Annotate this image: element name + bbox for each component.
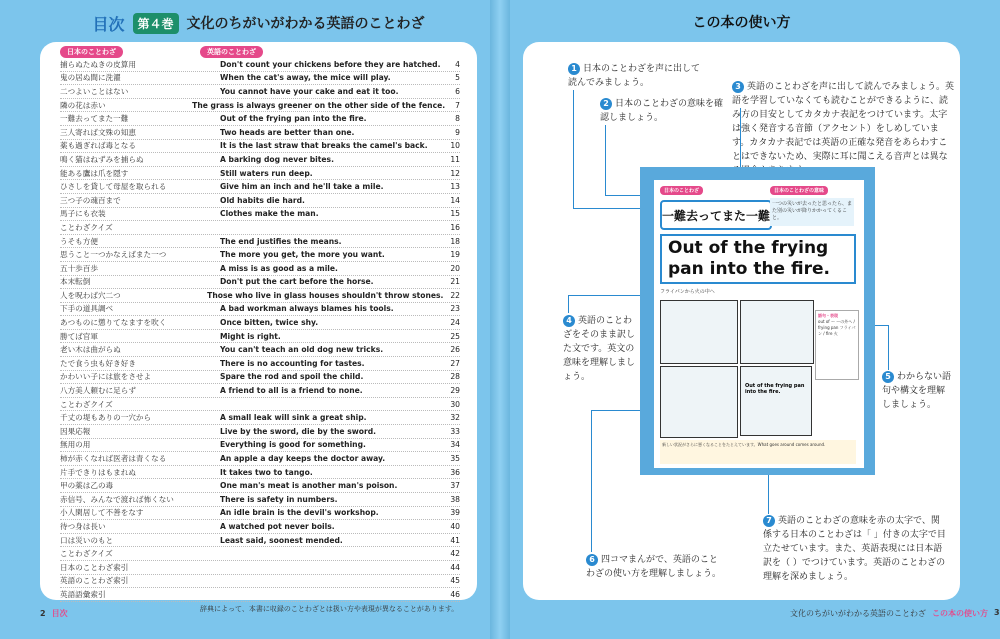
manga-panel-1 — [660, 300, 738, 364]
toc-page-number: 42 — [450, 549, 460, 559]
toc-japanese-proverb: 日本のことわざ索引 — [60, 562, 129, 572]
toc-page-number: 36 — [450, 467, 460, 477]
toc-row[interactable] — [60, 248, 460, 262]
toc-page-number: 46 — [450, 589, 460, 599]
note-5 — [882, 370, 952, 412]
toc-japanese-proverb: かわいい子には旅をさせよ — [60, 372, 152, 382]
manga-panel-3 — [660, 366, 738, 438]
toc-english-proverb: The grass is always greener on the other side of the fence. — [192, 100, 446, 110]
page-number: 2 — [40, 609, 46, 618]
note-4 — [563, 314, 635, 384]
toc-row[interactable] — [60, 425, 460, 439]
book-label: 文化のちがいがわかる英語のことわざ — [790, 609, 926, 618]
toc-row[interactable] — [60, 411, 460, 425]
toc-page-number: 11 — [450, 154, 460, 164]
toc-page-number: 16 — [450, 222, 460, 232]
sample-tag-meaning: 日本のことわざの意味 — [770, 186, 828, 195]
toc-japanese-proverb: 馬子にも衣装 — [60, 209, 106, 219]
toc-row[interactable] — [60, 316, 460, 330]
toc-english-proverb: Everything is good for something. — [220, 440, 366, 450]
toc-page-number: 44 — [450, 562, 460, 572]
number-badge: 3 — [732, 81, 744, 93]
toc-card — [40, 42, 477, 600]
toc-japanese-proverb: 鳴く猫はねずみを捕らぬ — [60, 154, 144, 164]
toc-japanese-proverb: 千丈の堤もありの一穴から — [60, 413, 152, 423]
toc-english-proverb: There is safety in numbers. — [220, 494, 338, 504]
toc-row[interactable] — [60, 479, 460, 493]
toc-row[interactable] — [60, 507, 460, 521]
toc-subtitle: 文化のちがいがわかる英語のことわざ — [186, 16, 425, 32]
note-1 — [568, 62, 708, 90]
toc-english-proverb: Clothes make the man. — [220, 209, 319, 219]
toc-english-proverb: The more you get, the more you want. — [220, 250, 385, 260]
toc-japanese-proverb: 赤信号、みんなで渡れば怖くない — [60, 494, 174, 504]
manga-panel-4: Out of the frying pan into the fire. — [740, 366, 812, 436]
toc-english-proverb: Give him an inch and he'll take a mile. — [220, 182, 384, 192]
toc-japanese-proverb: 三人寄れば文殊の知恵 — [60, 127, 136, 137]
toc-row[interactable] — [60, 289, 460, 303]
column-header-japanese: 日本のことわざ — [60, 46, 123, 58]
toc-row[interactable] — [60, 72, 460, 86]
toc-japanese-proverb: 因果応報 — [60, 426, 91, 436]
toc-row[interactable] — [60, 452, 460, 466]
toc-row[interactable] — [60, 371, 460, 385]
toc-english-proverb: One man's meat is another man's poison. — [220, 481, 398, 491]
toc-japanese-proverb: あつものに懲りてなますを吹く — [60, 318, 167, 328]
toc-page-number: 5 — [455, 73, 460, 83]
sample-tag-japanese: 日本のことわざ — [660, 186, 703, 195]
toc-english-proverb: Once bitten, twice shy. — [220, 318, 319, 328]
toc-page-number: 25 — [450, 331, 460, 341]
toc-row[interactable] — [60, 167, 460, 181]
number-badge: 6 — [586, 554, 598, 566]
toc-row[interactable] — [60, 588, 460, 602]
toc-japanese-proverb: 待つ身は長い — [60, 521, 106, 531]
sample-translation: フライパンから火の中へ — [660, 289, 715, 295]
page-label: 目次 — [51, 609, 68, 618]
toc-japanese-proverb: 薬も過ぎれば毒となる — [60, 141, 136, 151]
leader-line-1 — [573, 90, 574, 208]
toc-page-number: 9 — [455, 127, 460, 137]
toc-english-proverb: There is no accounting for tastes. — [220, 358, 365, 368]
toc-japanese-proverb: 勝てば官軍 — [60, 331, 98, 341]
toc-english-proverb: The end justifies the means. — [220, 236, 342, 246]
toc-page-number: 30 — [450, 399, 460, 409]
toc-japanese-proverb: 鬼の居ぬ間に洗濯 — [60, 73, 121, 83]
toc-japanese-proverb: 本末転倒 — [60, 277, 91, 287]
toc-row[interactable] — [60, 575, 460, 589]
toc-page-number: 40 — [450, 521, 460, 531]
vocab-title: 語句・表現 — [818, 313, 838, 318]
toc-row[interactable] — [60, 235, 460, 249]
toc-row[interactable] — [60, 276, 460, 290]
toc-japanese-proverb: 隣の花は赤い — [60, 100, 106, 110]
toc-english-proverb: It takes two to tango. — [220, 467, 313, 477]
toc-english-proverb: Those who live in glass houses shouldn't throw stones. — [207, 290, 444, 300]
toc-page-number: 18 — [450, 236, 460, 246]
manga-panel-2 — [740, 300, 814, 364]
toc-footnote: 辞典によって、本書に収録のことわざとは扱い方や表現が異なることがあります。 — [200, 605, 459, 613]
how-to-title: この本の使い方 — [692, 15, 791, 31]
sample-vocab-box — [815, 310, 859, 380]
toc-japanese-proverb: 捕らぬたぬきの皮算用 — [60, 59, 136, 69]
toc-japanese-proverb: 人を呪わば穴二つ — [60, 290, 121, 300]
toc-header — [40, 8, 477, 38]
toc-english-proverb: An apple a day keeps the doctor away. — [220, 454, 386, 464]
number-badge: 1 — [568, 63, 580, 75]
toc-japanese-proverb: 能ある鷹は爪を隠す — [60, 168, 129, 178]
leader-line-6 — [591, 410, 592, 552]
sample-japanese-proverb: 一難去ってまた一難 — [660, 200, 772, 230]
toc-page-number: 27 — [450, 358, 460, 368]
toc-japanese-proverb: 片手できりはもまれぬ — [60, 467, 136, 477]
toc-row[interactable] — [60, 561, 460, 575]
toc-row[interactable] — [60, 140, 460, 154]
toc-japanese-proverb: ことわざクイズ — [60, 399, 113, 409]
toc-row[interactable] — [60, 85, 460, 99]
toc-page-number: 12 — [450, 168, 460, 178]
toc-japanese-proverb: 二つよいことはない — [60, 86, 129, 96]
toc-row[interactable] — [60, 221, 460, 235]
note-text: わからない語句や構文を理解しましょう。 — [882, 372, 952, 410]
note-text: 英語のことわざをそのまま訳した文です。英文の意味を理解しましょう。 — [563, 316, 636, 382]
toc-english-proverb: You cannot have your cake and eat it too. — [220, 86, 399, 96]
toc-page-number: 35 — [450, 454, 460, 464]
toc-english-proverb: Spare the rod and spoil the child. — [220, 372, 364, 382]
toc-japanese-proverb: 下手の道具調べ — [60, 304, 114, 314]
note-text: 英語のことわざを声に出して読んでみましょう。英語を学習していなくても読むことができるように、読み方の目安としてカタカナ表記をつけています。太字は強く発音する音節（アクセント）をしめしています。カタカナ表記では英語の正確な発音をあらわすことはできないため、実際に耳に聞こえる音声とは異な — [732, 82, 955, 162]
toc-row[interactable] — [60, 466, 460, 480]
toc-english-proverb: Don't put the cart before the horse. — [220, 277, 374, 287]
toc-page-number: 28 — [450, 372, 460, 382]
toc-japanese-proverb: ことわざクイズ — [60, 222, 113, 232]
note-6 — [586, 553, 726, 581]
note-2 — [600, 97, 725, 125]
toc-japanese-proverb: 思うこと一つかなえばまた一つ — [60, 250, 167, 260]
toc-page-number: 41 — [450, 535, 460, 545]
toc-page-number: 19 — [450, 250, 460, 260]
toc-page-number: 22 — [450, 290, 460, 300]
toc-row[interactable] — [60, 343, 460, 357]
toc-page-number: 45 — [450, 576, 460, 586]
toc-row[interactable] — [60, 153, 460, 167]
toc-japanese-proverb: 五十歩百歩 — [60, 263, 98, 273]
note-text: 日本のことわざを声に出して読んでみましょう。 — [568, 64, 701, 88]
toc-row[interactable] — [60, 208, 460, 222]
column-header-english: 英語のことわざ — [200, 46, 263, 58]
toc-japanese-proverb: ことわざクイズ — [60, 549, 113, 559]
toc-page-number: 26 — [450, 345, 460, 355]
toc-english-proverb: A friend to all is a friend to none. — [220, 386, 363, 396]
number-badge: 2 — [600, 98, 612, 110]
toc-page-number: 7 — [455, 100, 460, 110]
toc-row[interactable] — [60, 262, 460, 276]
toc-page-number: 6 — [455, 86, 460, 96]
toc-row[interactable] — [60, 112, 460, 126]
toc-page-number: 32 — [450, 413, 460, 423]
toc-japanese-proverb: 小人閑居して不善をなす — [60, 508, 144, 518]
toc-japanese-proverb: 三つ子の魂百まで — [60, 195, 121, 205]
toc-page-number: 37 — [450, 481, 460, 491]
note-text: 英語のことわざの意味を赤の太字で、関係する日本のことわざは「 」付きの太字で目立たせています。また、英語表現には日本語訳を（ ）でつけています。英語のことわざの理解を深めましょう。 — [763, 516, 946, 582]
toc-english-proverb: A watched pot never boils. — [220, 521, 335, 531]
toc-row[interactable] — [60, 58, 460, 72]
toc-page-number: 4 — [455, 59, 460, 69]
vocab-text: out of ～ ～の外へ / frying pan フライパン / fire 火 — [818, 319, 856, 336]
number-badge: 7 — [763, 515, 775, 527]
note-text: 四コマまんがで、英語のことわざの使い方を理解しましょう。 — [586, 555, 722, 579]
toc-row[interactable] — [60, 126, 460, 140]
toc-english-proverb: Least said, soonest mended. — [220, 535, 343, 545]
toc-japanese-proverb: 一難去ってまた一難 — [60, 114, 129, 124]
toc-japanese-proverb: 八方美人頼むに足らず — [60, 386, 136, 396]
toc-row[interactable] — [60, 330, 460, 344]
toc-row[interactable] — [60, 398, 460, 412]
volume-badge: 第４巻 — [133, 13, 179, 34]
toc-page-number: 15 — [450, 209, 460, 219]
toc-row[interactable] — [60, 180, 460, 194]
toc-japanese-proverb: 柿が赤くなれば医者は青くなる — [60, 454, 167, 464]
toc-english-proverb: Out of the frying pan into the fire. — [220, 114, 367, 124]
toc-english-proverb: A barking dog never bites. — [220, 154, 334, 164]
toc-english-proverb: It is the last straw that breaks the camel's back. — [220, 141, 428, 151]
toc-english-proverb: You can't teach an old dog new tricks. — [220, 345, 384, 355]
toc-english-proverb: Might is right. — [220, 331, 281, 341]
toc-japanese-proverb: たで食う虫も好き好き — [60, 358, 136, 368]
toc-row[interactable] — [60, 384, 460, 398]
toc-page-number: 20 — [450, 263, 460, 273]
toc-page-number: 29 — [450, 386, 460, 396]
number-badge: 4 — [563, 315, 575, 327]
sample-explanation: 新しい状況がさらに悪くなることをたとえています。What goes around comes around. — [660, 440, 856, 464]
toc-row[interactable] — [60, 357, 460, 371]
page-number: 3 — [994, 608, 1000, 617]
toc-english-proverb: Live by the sword, die by the sword. — [220, 426, 377, 436]
toc-page-number: 10 — [450, 141, 460, 151]
number-badge: 5 — [882, 371, 894, 383]
note-3 — [732, 80, 954, 178]
toc-page-number: 21 — [450, 277, 460, 287]
toc-english-proverb: Still waters run deep. — [220, 168, 313, 178]
toc-japanese-proverb: 英語語彙索引 — [60, 589, 106, 599]
toc-page-number: 23 — [450, 304, 460, 314]
spread-gutter — [490, 0, 510, 639]
toc-page-number: 13 — [450, 182, 460, 192]
page-number-left — [40, 608, 68, 619]
toc-row[interactable] — [60, 303, 460, 317]
toc-english-proverb: A miss is as good as a mile. — [220, 263, 338, 273]
toc-row[interactable] — [60, 493, 460, 507]
page-number-right — [790, 608, 1000, 619]
toc-page-number: 24 — [450, 318, 460, 328]
toc-japanese-proverb: 英語のことわざ索引 — [60, 576, 129, 586]
page-label: この本の使い方 — [932, 609, 988, 618]
toc-page-number: 38 — [450, 494, 460, 504]
toc-japanese-proverb: ひさしを貸して母屋を取られる — [60, 182, 167, 192]
note-7 — [763, 514, 948, 584]
toc-page-number: 39 — [450, 508, 460, 518]
leader-line-3 — [740, 108, 741, 168]
toc-page-number: 14 — [450, 195, 460, 205]
leader-line-5b — [888, 325, 889, 370]
toc-row[interactable] — [60, 439, 460, 453]
toc-english-proverb: Two heads are better than one. — [220, 127, 355, 137]
toc-page-number: 8 — [455, 114, 460, 124]
toc-row[interactable] — [60, 99, 460, 113]
toc-english-proverb: Don't count your chickens before they are hatched. — [220, 59, 441, 69]
toc-english-proverb: A small leak will sink a great ship. — [220, 413, 367, 423]
toc-english-proverb: When the cat's away, the mice will play. — [220, 73, 391, 83]
sample-english-proverb: Out of the frying pan into the fire. — [660, 234, 856, 284]
toc-japanese-proverb: 口は災いのもと — [60, 535, 114, 545]
toc-title: 目次 — [92, 14, 125, 34]
toc-english-proverb: A bad workman always blames his tools. — [220, 304, 394, 314]
toc-japanese-proverb: うそも方便 — [60, 236, 98, 246]
leader-line-4b — [568, 295, 569, 313]
toc-english-proverb: Old habits die hard. — [220, 195, 305, 205]
toc-row[interactable] — [60, 520, 460, 534]
toc-list — [60, 58, 460, 602]
leader-line-2 — [605, 125, 606, 195]
toc-japanese-proverb: 老い木は曲がらぬ — [60, 345, 121, 355]
toc-row[interactable] — [60, 534, 460, 548]
sample-meaning: 一つの災いが去ったと思ったら、また別の災いが降りかかってくること。 — [770, 198, 854, 226]
toc-page-number: 33 — [450, 426, 460, 436]
toc-english-proverb: An idle brain is the devil's workshop. — [220, 508, 379, 518]
toc-row[interactable] — [60, 194, 460, 208]
toc-row[interactable] — [60, 547, 460, 561]
toc-japanese-proverb: 無用の用 — [60, 440, 91, 450]
toc-page-number: 34 — [450, 440, 460, 450]
note-text: 日本のことわざの意味を確認しましょう。 — [600, 99, 724, 123]
toc-japanese-proverb: 甲の薬は乙の毒 — [60, 481, 114, 491]
